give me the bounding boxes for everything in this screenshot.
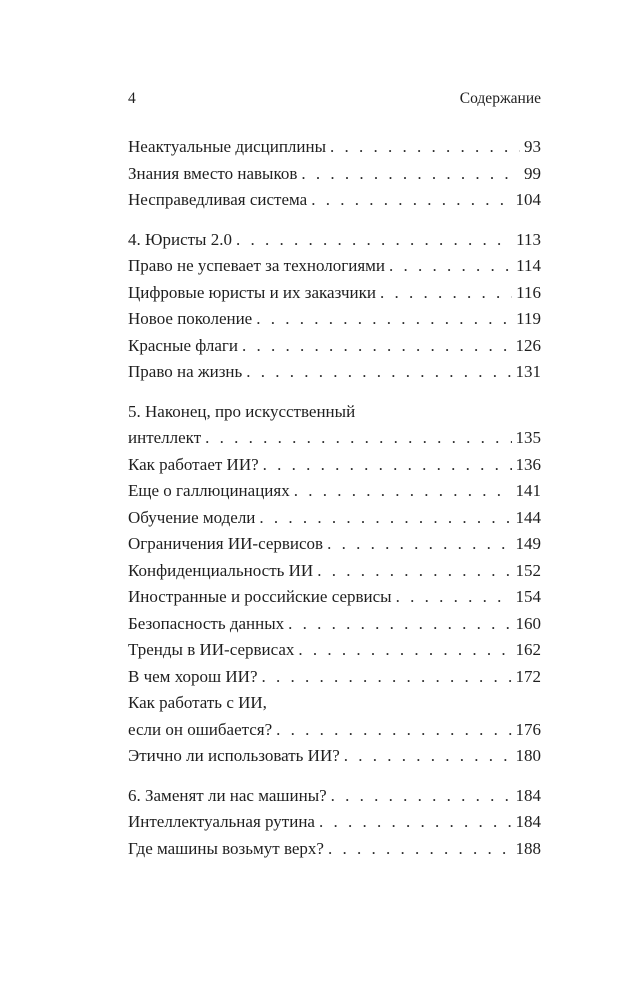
toc-entry-page: 141 (515, 481, 541, 500)
dot-leader (294, 637, 511, 664)
toc-entry-title: если он ошибается? (128, 719, 273, 739)
dot-leader (326, 134, 520, 161)
toc-entry-title: В чем хорош ИИ? (128, 666, 258, 686)
toc-entry (128, 809, 541, 836)
toc-entry (128, 134, 541, 161)
toc-entry (128, 161, 541, 188)
toc-entry (128, 505, 541, 532)
toc-entry-title: Интеллектуальная рутина (128, 812, 315, 831)
toc-entry-page: 93 (524, 137, 541, 156)
toc-entry (128, 743, 541, 770)
toc-entry-title: 4. Юристы 2.0 (128, 229, 232, 249)
toc-entry-title: Неактуальные дисциплины (128, 137, 327, 156)
table-of-contents (128, 134, 541, 875)
toc-entry (128, 637, 541, 664)
toc-entry (128, 611, 541, 638)
toc-entry-page: 136 (515, 454, 541, 474)
toc-entry-title: Тренды в ИИ-сервисах (128, 640, 295, 659)
toc-entry-page: 160 (515, 613, 541, 633)
toc-entry-title: Ограничения ИИ-сервисов (128, 534, 324, 553)
toc-entry-page: 126 (515, 335, 541, 355)
toc-entry-title: Цифровые юристы и их заказчики (128, 282, 376, 302)
page-header (128, 90, 541, 114)
toc-entry-page: 154 (515, 587, 541, 606)
toc-entry (128, 306, 541, 333)
toc-entry-title: Как работает ИИ? (128, 454, 259, 474)
toc-entry-title: Знания вместо навыков (128, 163, 298, 183)
toc-entry (128, 531, 541, 558)
toc-entry-title: Право не успевает за технологиями (128, 256, 386, 275)
toc-entry-page: 184 (515, 785, 541, 805)
toc-entry-title: Этично ли использовать ИИ? (128, 746, 340, 765)
page-number: 4 (128, 90, 136, 107)
dot-leader (307, 187, 511, 214)
toc-entry-page: 116 (516, 282, 541, 302)
book-page (128, 0, 541, 1000)
dot-leader (297, 161, 520, 188)
toc-section (128, 783, 541, 863)
toc-entry-title-line: Как работать с ИИ, (128, 693, 267, 712)
dot-leader (201, 425, 511, 452)
toc-entry-page: 162 (515, 640, 541, 659)
dot-leader (232, 227, 512, 254)
toc-entry (128, 478, 541, 505)
dot-leader (327, 783, 512, 810)
toc-entry-title: Где машины возьмут верх? (128, 838, 324, 858)
dot-leader (242, 359, 511, 386)
toc-section (128, 134, 541, 214)
dot-leader (290, 478, 512, 505)
toc-entry-page: 114 (516, 256, 541, 275)
toc-entry-title: Новое поколение (128, 309, 253, 328)
dot-leader (340, 743, 512, 770)
toc-entry (128, 664, 541, 691)
toc-entry-title: Красные флаги (128, 335, 238, 355)
running-title: Содержание (459, 90, 541, 107)
dot-leader (376, 280, 512, 307)
toc-entry (128, 187, 541, 214)
toc-entry-title: 6. Заменят ли нас машины? (128, 785, 327, 805)
toc-entry (128, 452, 541, 479)
toc-entry-title: Несправедливая система (128, 190, 308, 209)
toc-entry-title: интеллект (128, 428, 202, 447)
toc-entry (128, 359, 541, 386)
toc-entry (128, 836, 541, 863)
toc-entry (128, 783, 541, 810)
toc-entry-title: Еще о галлюцинациях (128, 481, 290, 500)
toc-entry-page: 99 (524, 163, 541, 183)
dot-leader (392, 584, 512, 611)
toc-entry-page: 144 (515, 507, 541, 527)
dot-leader (284, 611, 511, 638)
dot-leader (255, 505, 511, 532)
dot-leader (323, 531, 511, 558)
toc-entry-page: 176 (515, 719, 541, 739)
dot-leader (385, 253, 512, 280)
toc-entry-page: 188 (515, 838, 541, 858)
toc-entry (128, 717, 541, 744)
dot-leader (259, 452, 512, 479)
toc-entry-page: 135 (515, 428, 541, 447)
toc-entry (128, 280, 541, 307)
dot-leader (238, 333, 512, 360)
toc-entry-title: Конфиденциальность ИИ (128, 560, 314, 580)
dot-leader (272, 717, 511, 744)
toc-entry (128, 253, 541, 280)
toc-entry-title: Безопасность данных (128, 613, 285, 633)
toc-entry (128, 333, 541, 360)
toc-entry-title-line: 5. Наконец, про искусственный (128, 401, 356, 421)
toc-entry-page: 152 (515, 560, 541, 580)
toc-entry (128, 425, 541, 452)
toc-entry-page: 131 (515, 362, 541, 381)
dot-leader (324, 836, 512, 863)
toc-section (128, 399, 541, 770)
dot-leader (315, 809, 512, 836)
toc-entry (128, 558, 541, 585)
toc-entry (128, 584, 541, 611)
dot-leader (252, 306, 512, 333)
toc-entry-title: Обучение модели (128, 507, 256, 527)
toc-entry-title: Право на жизнь (128, 362, 243, 381)
toc-entry-page: 149 (515, 534, 541, 553)
toc-entry-page: 180 (515, 746, 541, 765)
toc-entry-page: 172 (515, 666, 541, 686)
dot-leader (257, 664, 511, 691)
toc-entry-page: 119 (516, 309, 541, 328)
toc-section (128, 227, 541, 386)
toc-entry-page: 113 (516, 229, 541, 249)
toc-entry (128, 227, 541, 254)
toc-entry-page: 184 (515, 812, 541, 831)
toc-entry-title: Иностранные и российские сервисы (128, 587, 392, 606)
toc-entry-page: 104 (515, 190, 541, 209)
dot-leader (313, 558, 511, 585)
